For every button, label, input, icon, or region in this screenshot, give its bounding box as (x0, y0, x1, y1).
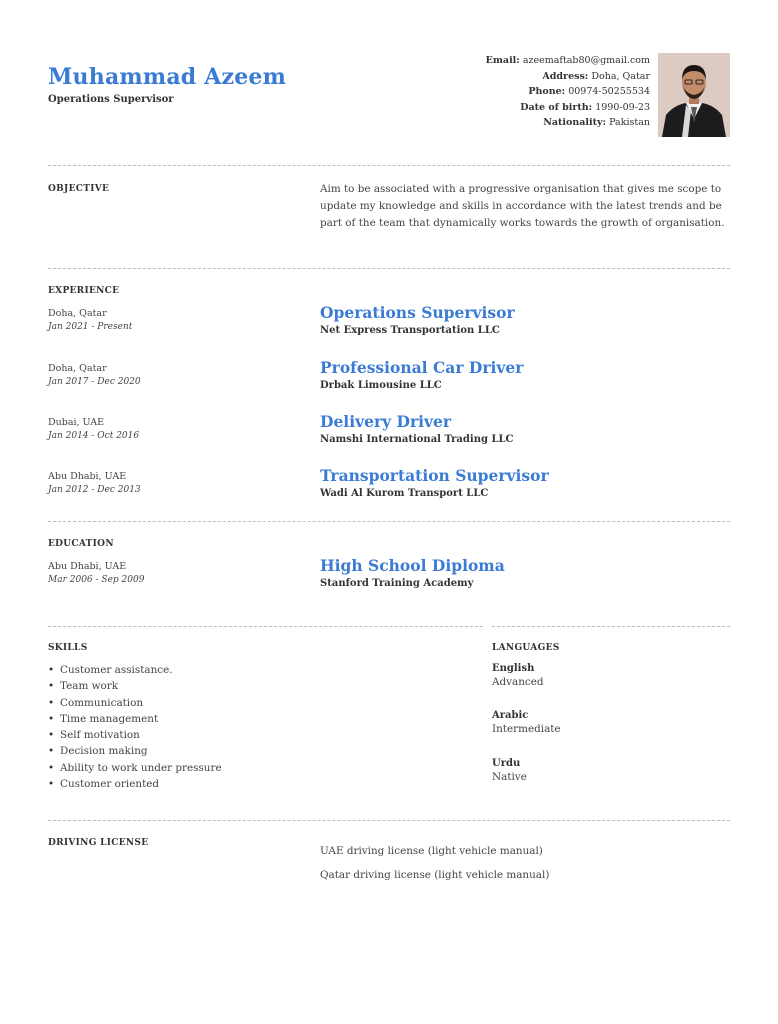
contact-birthdate: Date of birth: 1990-09-23 (520, 101, 650, 113)
separator (48, 521, 730, 522)
language-name: Urdu (492, 758, 521, 769)
contact-email: Email: azeemaftab80@gmail.com (485, 55, 650, 66)
education-degree: High School Diploma (320, 556, 505, 575)
separator (48, 165, 730, 166)
skill-item: • Team work (48, 678, 222, 694)
experience-company: Net Express Transportation LLC (320, 325, 500, 336)
experience-position: Delivery Driver (320, 412, 452, 431)
contact-nationality: Nationality: Pakistan (543, 117, 650, 128)
experience-location: Doha, Qatar (48, 308, 107, 319)
contact-address: Address: Doha, Qatar (542, 70, 650, 82)
language-name: Arabic (492, 710, 529, 721)
experience-location: Abu Dhabi, UAE (48, 471, 127, 482)
contact-phone: Phone: 00974-50255534 (528, 86, 650, 97)
skill-item: • Decision making (48, 743, 222, 759)
languages-title: LANGUAGES (492, 643, 560, 653)
skill-item: • Self motivation (48, 727, 222, 743)
experience-dates: Jan 2012 - Dec 2013 (48, 485, 141, 495)
education-title: EDUCATION (48, 539, 114, 549)
language-level: Intermediate (492, 723, 561, 735)
experience-item (48, 303, 738, 348)
language-item (492, 758, 692, 783)
education-item (48, 556, 738, 601)
contact-block (486, 53, 650, 131)
skill-item: • Ability to work under pressure (48, 760, 222, 776)
experience-position: Operations Supervisor (320, 303, 515, 322)
profile-photo (658, 53, 730, 137)
objective-text: Aim to be associated with a progressive organisation that gives me scope to update my knowledge and skills in accordance with the latest trends and be part of the team that dynamically works towards the growth of organisation. (320, 183, 725, 229)
skill-item: • Time management (48, 711, 222, 727)
skill-item: • Customer oriented (48, 776, 222, 792)
experience-item (48, 412, 738, 457)
language-item (492, 710, 692, 735)
objective-title: OBJECTIVE (48, 184, 110, 194)
experience-dates: Jan 2017 - Dec 2020 (48, 377, 141, 387)
experience-position: Transportation Supervisor (320, 466, 549, 485)
skill-item: • Communication (48, 695, 222, 711)
experience-company: Namshi International Trading LLC (320, 434, 514, 445)
experience-location: Dubai, UAE (48, 417, 105, 428)
education-location: Abu Dhabi, UAE (48, 561, 127, 572)
language-level: Native (492, 771, 527, 783)
experience-item (48, 466, 738, 511)
skill-item: • Customer assistance. (48, 662, 222, 678)
separator (48, 626, 483, 627)
candidate-role: Operations Supervisor (48, 94, 174, 105)
education-school: Stanford Training Academy (320, 578, 474, 589)
driving-license-item: Qatar driving license (light vehicle manual) (320, 869, 550, 881)
driving-license-title: DRIVING LICENSE (48, 838, 149, 848)
experience-company: Drbak Limousine LLC (320, 380, 442, 391)
separator (492, 626, 730, 627)
skills-title: SKILLS (48, 643, 88, 653)
skills-list (48, 662, 222, 792)
language-name: English (492, 663, 535, 674)
experience-title: EXPERIENCE (48, 286, 120, 296)
driving-license-item: UAE driving license (light vehicle manual) (320, 845, 543, 857)
separator (48, 820, 730, 821)
experience-company: Wadi Al Kurom Transport LLC (320, 488, 489, 499)
experience-dates: Jan 2021 - Present (48, 322, 133, 332)
separator (48, 268, 730, 269)
experience-location: Doha, Qatar (48, 363, 107, 374)
education-dates: Mar 2006 - Sep 2009 (48, 575, 145, 585)
experience-dates: Jan 2014 - Oct 2016 (48, 431, 140, 441)
language-item (492, 663, 692, 688)
experience-position: Professional Car Driver (320, 358, 524, 377)
experience-item (48, 358, 738, 403)
person-portrait-icon (658, 53, 730, 137)
language-level: Advanced (492, 676, 544, 688)
candidate-name: Muhammad Azeem (48, 64, 287, 90)
